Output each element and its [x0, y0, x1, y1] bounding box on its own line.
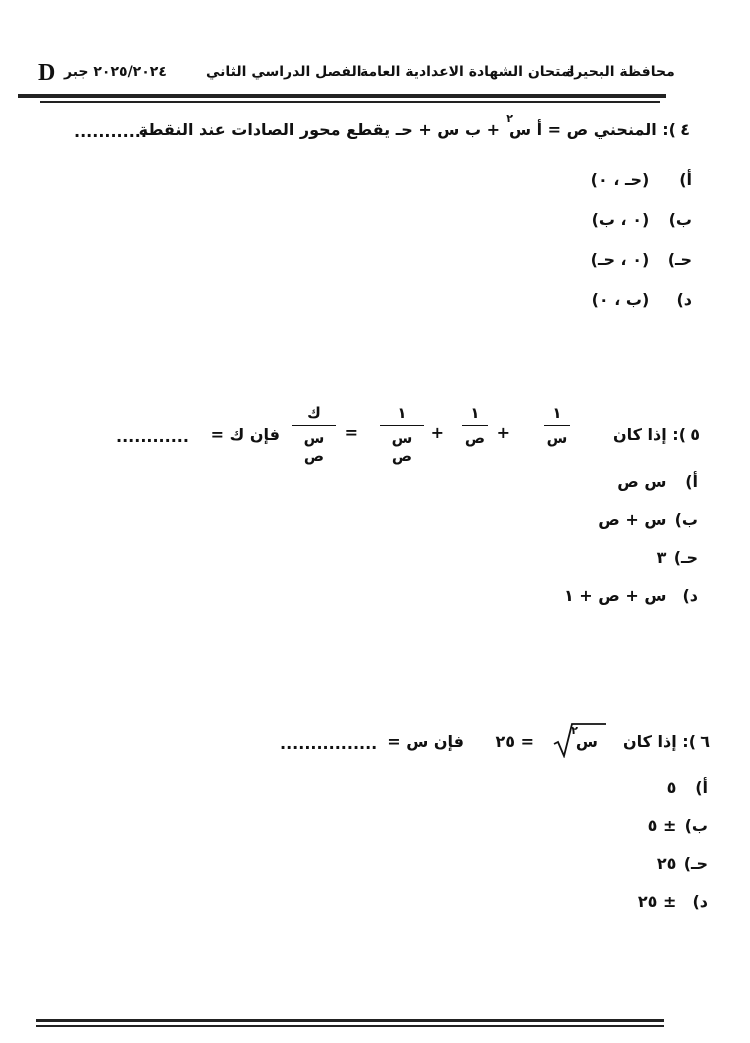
q5-number: ٥ [690, 425, 700, 444]
option-text: س + ص [598, 510, 667, 529]
q5-prefix: ): إذا كان [613, 425, 686, 444]
fraction-bar [292, 425, 336, 426]
fraction-bar [380, 425, 424, 426]
fraction-denominator: س ص [303, 429, 325, 465]
option-text: ٢٥ [656, 854, 677, 873]
q6-option-c[interactable] [568, 854, 708, 892]
option-text: (٠ ، ب) [591, 210, 650, 229]
question-6 [270, 716, 710, 760]
q4-option-d[interactable] [532, 290, 692, 330]
option-text: (ب ، ٠) [591, 290, 650, 309]
q5-answer-blank: ............ [116, 427, 189, 446]
fraction-denominator: س [546, 429, 568, 447]
q6-option-b[interactable] [568, 816, 708, 854]
q6-prefix: ): إذا كان [623, 732, 696, 751]
header-rule-thin [40, 101, 660, 103]
fraction-bar [544, 425, 570, 426]
q4-option-b[interactable] [532, 210, 692, 250]
fraction-denominator: ص [464, 429, 486, 447]
option-letter: أ) [679, 170, 692, 189]
q6-equals-value: = ٢٥ [495, 732, 534, 751]
option-letter: ب) [668, 210, 692, 229]
q4-number: ٤ [680, 120, 690, 139]
subject-year: ٢٠٢٥/٢٠٢٤ جبر [64, 64, 167, 80]
term-label: الفصل الدراسي الثاني [206, 64, 362, 80]
q5-option-b[interactable] [498, 510, 698, 548]
q4-text-after: + ب س + حـ يقطع محور الصادات عند النقطة [138, 120, 500, 139]
q4-exponent: ٢ [506, 112, 513, 125]
q4-option-a[interactable] [532, 170, 692, 210]
option-letter: د) [676, 290, 692, 309]
option-text: (حـ ، ٠) [590, 170, 650, 189]
option-letter: أ) [695, 778, 708, 797]
q5-equals: = [344, 423, 358, 442]
q5-option-a[interactable] [498, 472, 698, 510]
fraction-numerator: ك [307, 404, 321, 422]
option-letter: د) [682, 586, 698, 605]
q6-number: ٦ [700, 732, 710, 751]
q4-option-c[interactable] [532, 250, 692, 290]
q6-answer-blank: ................ [280, 734, 378, 753]
option-letter: حـ) [667, 250, 692, 269]
option-letter: أ) [685, 472, 698, 491]
fraction-denominator: س ص [391, 429, 413, 465]
fraction-numerator: ١ [552, 404, 562, 422]
page-header [38, 60, 675, 86]
governorate-label: محافظة البحيرة [566, 64, 675, 80]
q6-then: فإن س = [387, 732, 464, 751]
q4-answer-blank: ............ [74, 122, 147, 141]
exam-title: امتحان الشهادة الاعدادية العامة [360, 64, 575, 80]
q6-exponent: ٢ [571, 724, 578, 737]
q5-plus-1: + [496, 423, 510, 442]
q5-fraction-4 [292, 404, 336, 465]
option-letter: حـ) [673, 548, 698, 567]
q5-fraction-3 [380, 404, 424, 465]
option-letter: د) [692, 892, 708, 911]
footer-rule-thick [36, 1019, 664, 1022]
option-letter: حـ) [683, 854, 708, 873]
option-text: س + ص + ١ [563, 586, 667, 605]
q5-fraction-2 [462, 404, 488, 447]
q5-then: فإن ك = [210, 425, 280, 444]
option-text: (٠ ، حـ) [590, 250, 650, 269]
option-text: ± ٥ [647, 816, 677, 835]
fraction-numerator: ١ [470, 404, 480, 422]
footer-rule-thin [36, 1025, 664, 1027]
option-letter: ب) [674, 510, 698, 529]
fraction-bar [462, 425, 488, 426]
fraction-numerator: ١ [397, 404, 407, 422]
q5-fraction-1 [544, 404, 570, 447]
header-rule-thick [18, 94, 666, 98]
q4-options [532, 170, 692, 330]
option-text: ٣ [656, 548, 667, 567]
option-text: س ص [617, 472, 667, 491]
q6-option-d[interactable] [568, 892, 708, 930]
q5-options [498, 472, 698, 624]
q6-radicand: س [575, 732, 598, 751]
q6-option-a[interactable] [568, 778, 708, 816]
option-text: ٥ [666, 778, 677, 797]
q5-option-d[interactable] [498, 586, 698, 624]
q6-options [568, 778, 708, 930]
question-5 [100, 398, 700, 465]
exam-version-letter: D [38, 60, 56, 86]
q5-option-c[interactable] [498, 548, 698, 586]
question-4 [60, 112, 690, 142]
option-letter: ب) [684, 816, 708, 835]
option-text: ± ٢٥ [637, 892, 677, 911]
q4-text-before: ): المنحني ص = أ س [508, 120, 676, 139]
q5-plus-2: + [430, 423, 444, 442]
